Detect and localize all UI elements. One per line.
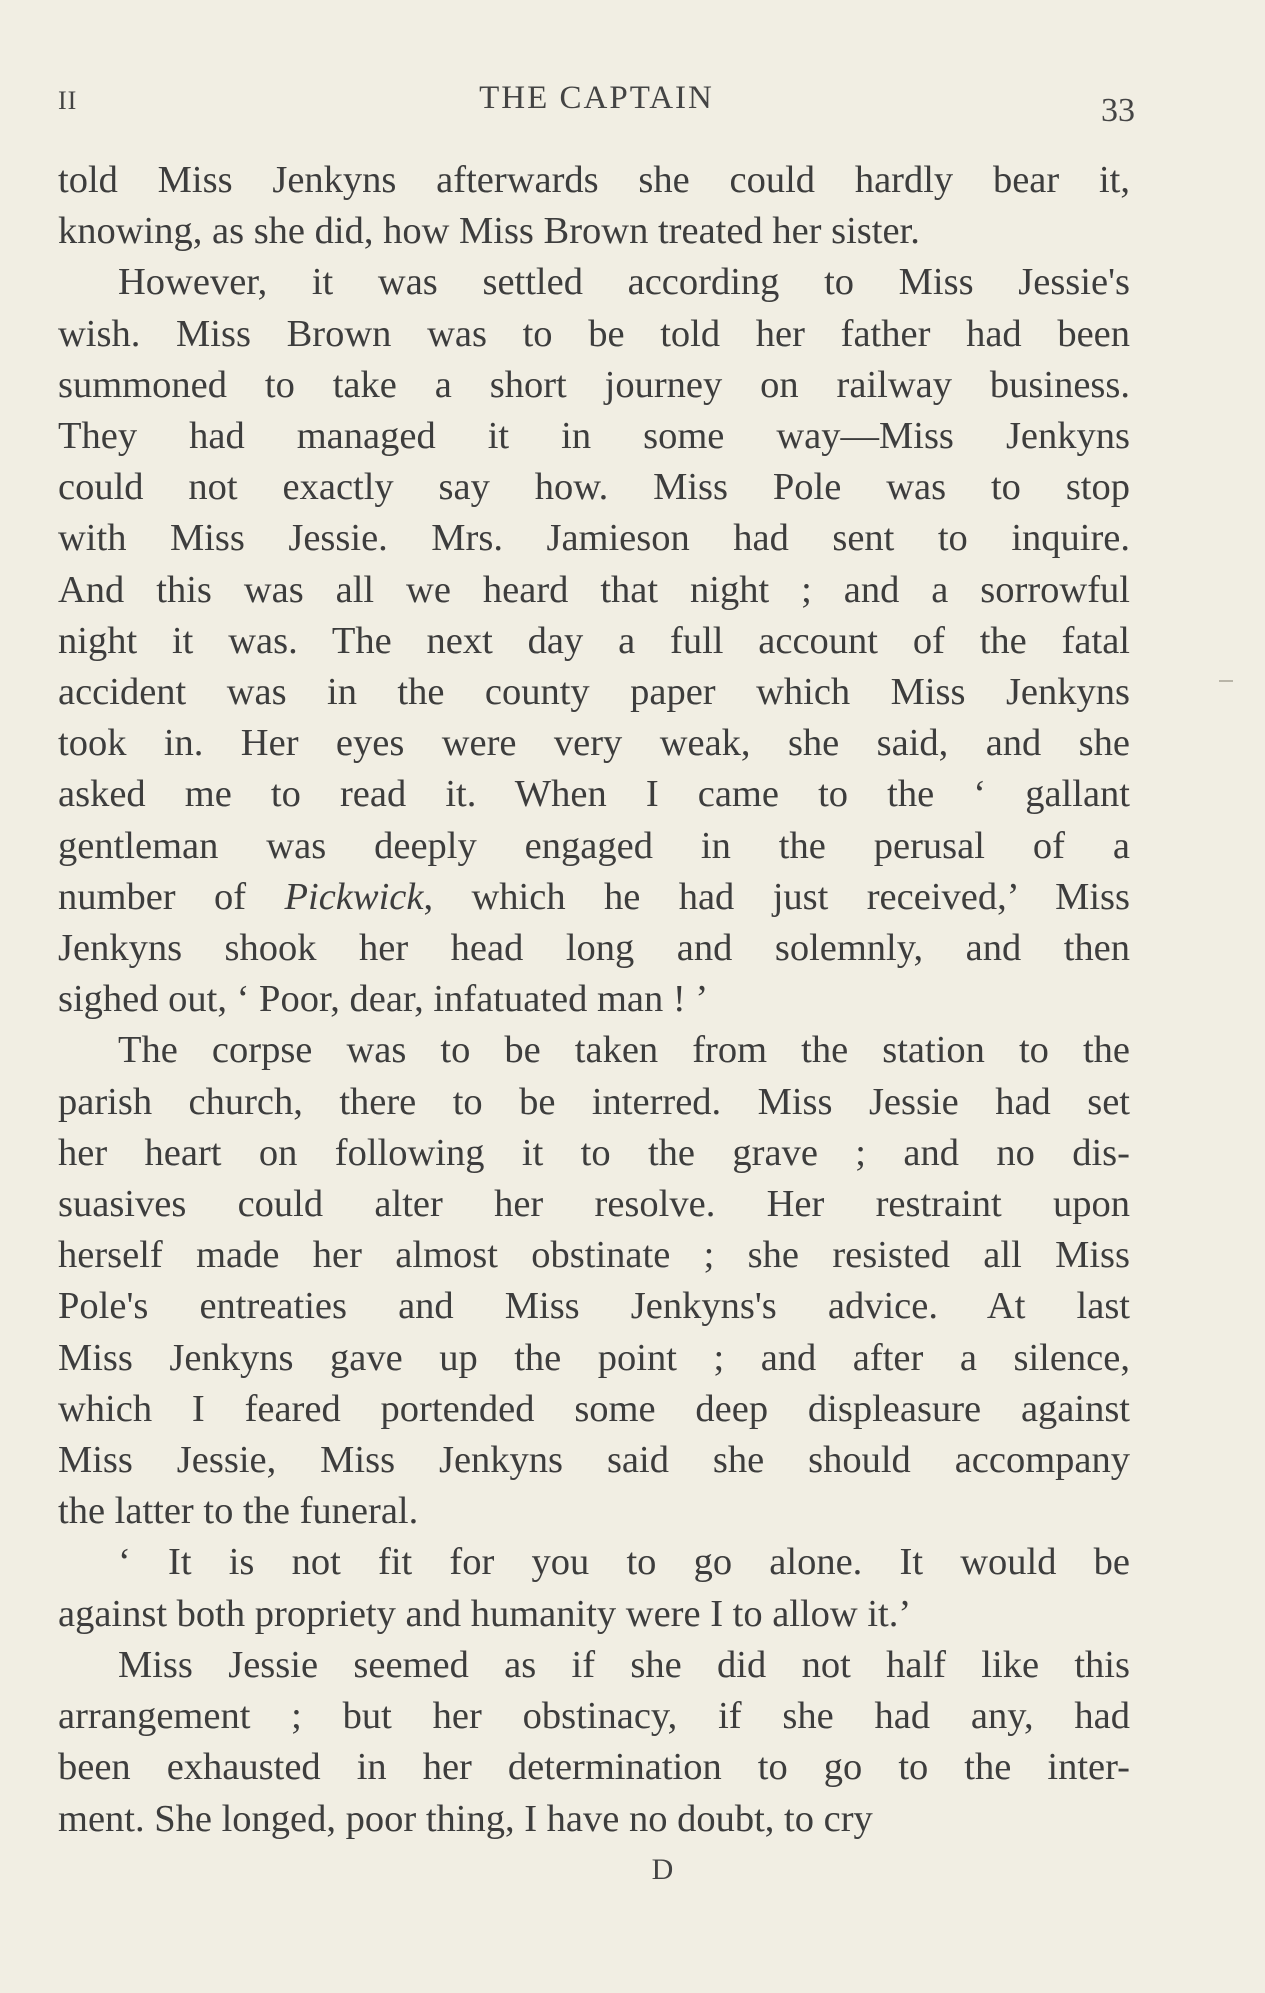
chapter-number: II — [58, 86, 78, 115]
text-line: with Miss Jessie. Mrs. Jamieson had sent to inquire. — [58, 517, 1130, 560]
book-title-italic: Pickwick — [284, 875, 424, 918]
text-line: accident was in the county paper which Miss Jenkyns — [58, 671, 1130, 714]
text-line: However, it was settled according to Miss Jessie's — [118, 261, 1130, 304]
text-line: against both propriety and humanity were I to allow it.’ — [58, 1592, 912, 1635]
paragraph — [58, 1025, 1130, 1537]
body-text — [58, 155, 1130, 1845]
text-line: arrangement ; but her obstinacy, if she had any, had — [58, 1695, 1130, 1738]
text-line: Miss Jessie, Miss Jenkyns said she should accompany — [58, 1439, 1130, 1482]
text-line: which I feared portended some deep displeasure against — [58, 1387, 1130, 1430]
paragraph — [58, 1537, 1130, 1639]
text-line: ‘ It is not fit for you to go alone. It would be — [118, 1541, 1130, 1584]
paragraph — [58, 257, 1130, 1025]
text-line: been exhausted in her determination to go to the inter- — [58, 1746, 1130, 1789]
text-line: Pole's entreaties and Miss Jenkyns's advice. At last — [58, 1285, 1130, 1328]
text-line: summoned to take a short journey on railway business. — [58, 363, 1130, 406]
text-line: ment. She longed, poor thing, I have no doubt, to cry — [58, 1797, 873, 1840]
text-line: the latter to the funeral. — [58, 1490, 419, 1533]
text-line: number of Pickwick, which he had just received,’ Miss — [58, 875, 1130, 918]
margin-mark — [1219, 680, 1233, 682]
text-line: Miss Jenkyns gave up the point ; and after a silence, — [58, 1336, 1130, 1379]
text-line: took in. Her eyes were very weak, she said, and she — [58, 722, 1130, 765]
text-line: And this was all we heard that night ; and a sorrowful — [58, 568, 1130, 611]
running-title: THE CAPTAIN — [479, 80, 714, 116]
paragraph — [58, 1640, 1130, 1845]
text-line: They had managed it in some way—Miss Jenkyns — [58, 415, 1130, 458]
text-line: parish church, there to be interred. Miss Jessie had set — [58, 1080, 1130, 1123]
text-line: herself made her almost obstinate ; she resisted all Miss — [58, 1234, 1130, 1277]
text-line: sighed out, ‘ Poor, dear, infatuated man ! ’ — [58, 978, 709, 1021]
text-line: wish. Miss Brown was to be told her father had been — [58, 312, 1130, 355]
text-line: knowing, as she did, how Miss Brown treated her sister. — [58, 210, 920, 253]
text-line: gentleman was deeply engaged in the perusal of a — [58, 824, 1130, 867]
text-line: Jenkyns shook her head long and solemnly, and then — [58, 927, 1130, 970]
text-line: told Miss Jenkyns afterwards she could hardly bear it, — [58, 159, 1130, 201]
page-number: 33 — [1101, 92, 1135, 129]
text-line: asked me to read it. When I came to the ‘ gallant — [58, 773, 1130, 816]
running-head — [58, 80, 1135, 130]
text-line: suasives could alter her resolve. Her restraint upon — [58, 1183, 1130, 1226]
text-line: Miss Jessie seemed as if she did not half like this — [118, 1643, 1130, 1686]
text-line: The corpse was to be taken from the station to the — [118, 1029, 1130, 1072]
paragraph — [58, 155, 1130, 257]
text-line: night it was. The next day a full account of the fatal — [58, 619, 1130, 662]
signature-mark: D — [651, 1853, 674, 1886]
text-line: could not exactly say how. Miss Pole was to stop — [58, 466, 1130, 509]
text-line: her heart on following it to the grave ; and no dis- — [58, 1131, 1130, 1174]
